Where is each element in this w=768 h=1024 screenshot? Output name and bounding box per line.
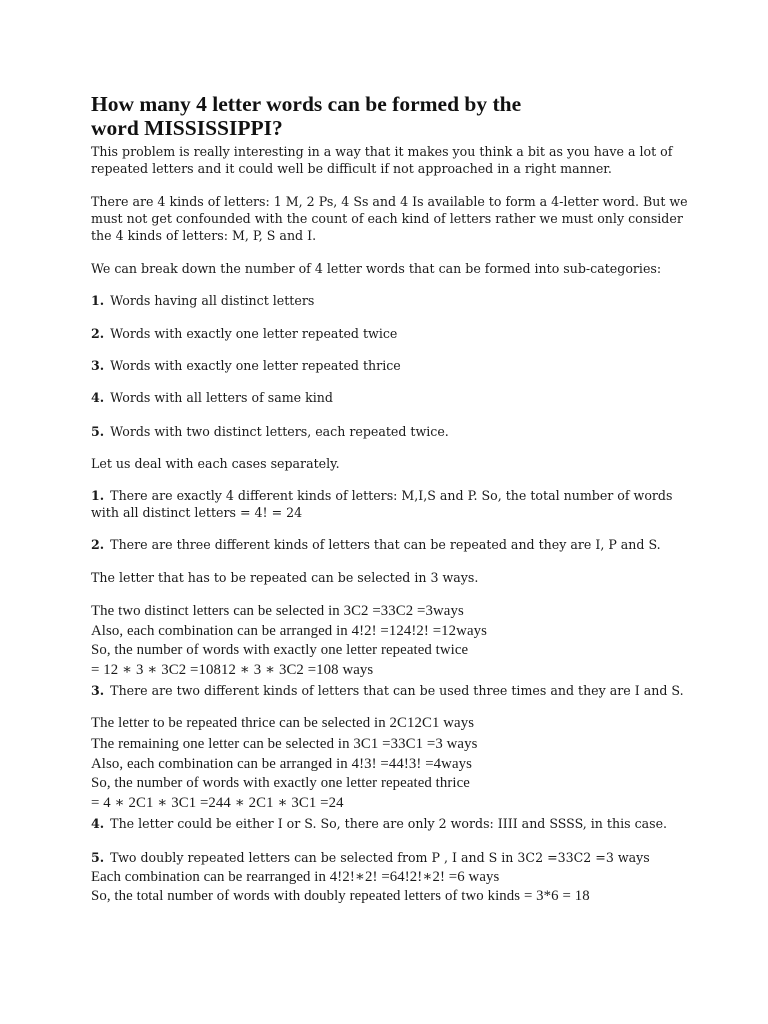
- case-2-line-6: = 12 ∗ 3 ∗ 3C2 =10812 ∗ 3 ∗ 3C2 =108 ways: [91, 662, 374, 678]
- case-1-line-1: [91, 487, 672, 504]
- case-2-line-5: So, the number of words with exactly one letter repeated twice: [91, 642, 469, 658]
- case-5-line-1: [91, 849, 650, 866]
- case-number: 2.: [91, 537, 105, 552]
- category-text: Words with exactly one letter repeated thrice: [110, 358, 401, 373]
- case-3-line-5: So, the number of words with exactly one letter repeated thrice: [91, 775, 470, 791]
- category-text: Words with exactly one letter repeated twice: [110, 326, 398, 341]
- case-text: The letter could be either I or S. So, there are only 2 words: IIII and SSSS, in this case.: [110, 816, 668, 831]
- case-text: Two doubly repeated letters can be selected from P , I and S in 3C2 =33C2 =3 ways: [110, 850, 650, 865]
- case-2-line-3: The two distinct letters can be selected in 3C2 =33C2 =3ways: [91, 603, 464, 619]
- case-5-line-2: Each combination can be rearranged in 4!2!∗2! =64!2!∗2! =6 ways: [91, 869, 500, 885]
- case-3-line-4: Also, each combination can be arranged in 4!3! =44!3! =4ways: [91, 756, 472, 772]
- category-number: 3.: [91, 358, 105, 373]
- category-item-5: [91, 423, 449, 440]
- category-item-2: [91, 325, 397, 342]
- case-number: 1.: [91, 488, 105, 503]
- case-1-line-2: with all distinct letters = 4! = 24: [91, 505, 303, 520]
- article-title: [91, 92, 691, 140]
- case-5-line-3: So, the total number of words with doubly repeated letters of two kinds = 3*6 = 18: [91, 888, 590, 904]
- category-text: Words having all distinct letters: [110, 293, 315, 308]
- intro-line-1: This problem is really interesting in a way that it makes you think a bit as you have a lot of: [91, 144, 673, 159]
- case-number: 3.: [91, 683, 105, 698]
- case-number: 4.: [91, 816, 105, 831]
- case-text: There are three different kinds of letters that can be repeated and they are I, P and S.: [110, 537, 661, 552]
- case-3-line-6: = 4 ∗ 2C1 ∗ 3C1 =244 ∗ 2C1 ∗ 3C1 =24: [91, 795, 344, 811]
- case-number: 5.: [91, 850, 105, 865]
- case-3-line-2: The letter to be repeated thrice can be selected in 2C12C1 ways: [91, 715, 475, 731]
- category-number: 5.: [91, 424, 105, 439]
- kinds-line-3: the 4 kinds of letters: M, P, S and I.: [91, 228, 317, 243]
- case-2-line-4: Also, each combination can be arranged in 4!2! =124!2! =12ways: [91, 623, 487, 639]
- intro-line-2: repeated letters and it could well be difficult if not approached in a right manner.: [91, 161, 612, 176]
- case-text: There are two different kinds of letters that can be used three times and they are I and S.: [110, 683, 684, 698]
- category-text: Words with two distinct letters, each repeated twice.: [110, 424, 449, 439]
- category-item-3: [91, 357, 401, 374]
- case-2-line-1: [91, 536, 661, 553]
- kinds-line-2: must not get confounded with the count of each kind of letters rather we must only consider: [91, 211, 683, 226]
- case-2-line-2: The letter that has to be repeated can be selected in 3 ways.: [91, 570, 479, 585]
- category-number: 4.: [91, 390, 105, 405]
- deal-text: Let us deal with each cases separately.: [91, 456, 340, 471]
- category-item-1: [91, 292, 314, 309]
- category-item-4: [91, 389, 333, 406]
- title-line-1: How many 4 letter words can be formed by the: [91, 92, 522, 116]
- title-line-2: word MISSISSIPPI?: [91, 116, 283, 140]
- category-number: 2.: [91, 326, 105, 341]
- case-3-line-1: [91, 682, 684, 699]
- category-number: 1.: [91, 293, 105, 308]
- breakdown-text: We can break down the number of 4 letter words that can be formed into sub-categories:: [91, 261, 662, 276]
- case-text: There are exactly 4 different kinds of letters: M,I,S and P. So, the total number of words: [110, 488, 673, 503]
- case-3-line-3: The remaining one letter can be selected in 3C1 =33C1 =3 ways: [91, 736, 478, 752]
- kinds-line-1: There are 4 kinds of letters: 1 M, 2 Ps, 4 Ss and 4 Is available to form a 4-letter word. But we: [91, 194, 688, 209]
- category-text: Words with all letters of same kind: [110, 390, 333, 405]
- case-4-line-1: [91, 815, 667, 832]
